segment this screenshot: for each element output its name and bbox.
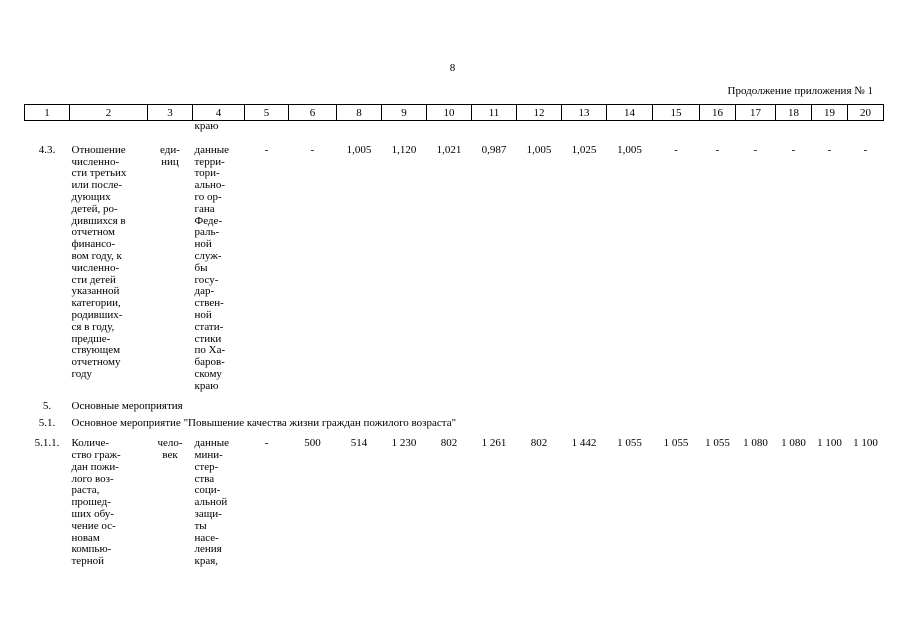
value-cell: 1 055 (663, 437, 689, 450)
value-cell: - (827, 143, 832, 156)
carry-over-text: краю (194, 120, 219, 132)
column-header: 16 (700, 105, 736, 121)
column-header: 1 (25, 105, 70, 121)
column-header: 19 (812, 105, 848, 121)
section-title: Основные мероприятия (71, 399, 183, 412)
indicator-name: Отношение численно- сти третьих или после- дующих детей, ро- дившихся в отчетном финансо- вом году, к численно- сти детей указанной категории, родивших- ся в году, предше- ствующем отчетному году (71, 143, 127, 380)
value-cell: - (264, 143, 269, 156)
column-header: 5 (245, 105, 289, 121)
column-header: 9 (382, 105, 427, 121)
value-cell: - (674, 143, 678, 156)
continuation-label: Продолжение приложения № 1 (727, 85, 873, 97)
value-cell: - (310, 143, 315, 156)
table-row (25, 145, 884, 393)
value-cell: - (753, 143, 758, 156)
column-header: 10 (427, 105, 472, 121)
section-title: Основное мероприятие "Повышение качества жизни граждан пожилого возраста" (71, 417, 457, 430)
value-cell: 1 055 (617, 437, 642, 450)
value-cell: 500 (304, 437, 321, 450)
page-number: 8 (449, 62, 456, 74)
value-cell: 1 100 (853, 437, 878, 450)
column-header: 14 (607, 105, 653, 121)
unit: чело- век (157, 437, 183, 461)
data-source: данные терри- тори- ально- го ор- гана Феде- раль- ной служ- бы госу- дар- ствен- ной стати- стики по Ха- баров- скому краю (194, 143, 230, 392)
header-row (25, 105, 884, 121)
value-cell: 514 (350, 437, 368, 450)
value-cell: 1 080 (781, 437, 806, 450)
value-cell: 1,025 (571, 143, 597, 156)
column-header: 3 (148, 105, 193, 121)
column-header: 8 (337, 105, 382, 121)
value-cell: 1,021 (436, 143, 462, 156)
unit: еди- ниц (160, 143, 180, 168)
section-number: 5. (42, 399, 52, 412)
value-cell: 1 055 (705, 437, 730, 450)
carry-over-row (25, 121, 884, 145)
column-header: 13 (562, 105, 607, 121)
section-number: 5.1. (38, 417, 56, 430)
table-row (25, 430, 884, 568)
indicators-table (24, 104, 884, 568)
value-cell: - (791, 143, 796, 156)
value-cell: 802 (530, 437, 548, 450)
section-row (25, 412, 884, 430)
value-cell: 1 230 (391, 437, 417, 450)
column-header: 6 (289, 105, 337, 121)
value-cell: - (264, 437, 269, 450)
value-cell: 1 442 (571, 437, 597, 450)
value-cell: 1 100 (817, 437, 842, 450)
value-cell: - (863, 143, 868, 156)
value-cell: - (715, 143, 720, 156)
data-source: данные мини- стер- ства соци- альной защи- ты насе- ления края, (194, 437, 230, 568)
row-number: 4.3. (38, 143, 56, 156)
value-cell: 802 (440, 437, 458, 450)
column-header: 17 (736, 105, 776, 121)
value-cell: 1,005 (526, 143, 552, 156)
indicator-name: Количе- ство граж- дан пожи- лого воз- раста, прошед- ших обу- чение ос- новам компью- терной (71, 437, 121, 568)
column-header: 18 (776, 105, 812, 121)
value-cell: 0,987 (481, 143, 507, 156)
value-cell: 1,005 (617, 143, 642, 156)
column-header: 4 (193, 105, 245, 121)
value-cell: 1,120 (391, 143, 417, 156)
column-header: 15 (653, 105, 700, 121)
column-header: 12 (517, 105, 562, 121)
column-header: 11 (472, 105, 517, 121)
value-cell: 1 080 (743, 437, 768, 450)
row-number: 5.1.1. (34, 437, 60, 450)
section-row (25, 393, 884, 413)
value-cell: 1 261 (481, 437, 507, 450)
column-header: 20 (848, 105, 884, 121)
value-cell: 1,005 (346, 143, 372, 156)
column-header: 2 (70, 105, 148, 121)
